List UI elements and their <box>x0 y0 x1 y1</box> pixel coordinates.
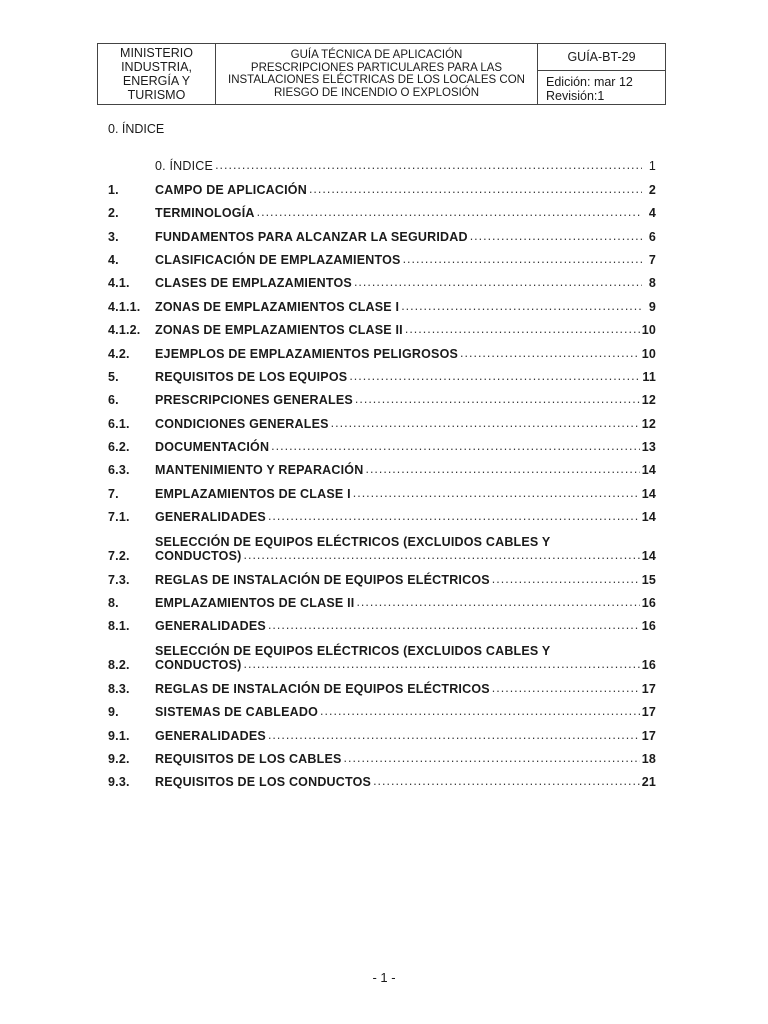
toc-entry-number: 2. <box>108 206 119 221</box>
toc-entry-title: CLASES DE EMPLAZAMIENTOS <box>155 276 352 291</box>
dot-leader <box>268 730 640 740</box>
toc-entry-number: 6.2. <box>108 440 130 455</box>
dot-leader <box>403 254 642 264</box>
toc-entry-page: 1 <box>648 159 656 174</box>
toc-entry-page: 17 <box>641 705 656 720</box>
toc-entry <box>108 150 656 173</box>
toc-entry-number: 9.3. <box>108 775 130 790</box>
toc-entry-title: ZONAS DE EMPLAZAMIENTOS CLASE II <box>155 323 403 338</box>
header-edition-block <box>538 71 665 103</box>
toc-entry-page: 16 <box>641 596 656 611</box>
dot-leader <box>354 277 642 287</box>
toc-entry-page: 7 <box>648 252 656 267</box>
header-org-line: INDUSTRIA, <box>121 60 192 74</box>
dot-leader <box>271 441 640 451</box>
dot-leader <box>268 511 640 521</box>
toc-entry-number: 1. <box>108 182 119 197</box>
toc-entry-title-line2: CONDUCTOS) <box>155 658 242 673</box>
toc-entry <box>108 173 656 196</box>
dot-leader <box>373 776 640 786</box>
toc-entry <box>108 337 656 360</box>
toc-entry-body <box>155 183 656 197</box>
dot-leader <box>405 324 640 334</box>
toc-entry-body <box>155 682 656 696</box>
toc-entry-title-line2: CONDUCTOS) <box>155 549 242 564</box>
dot-leader <box>215 160 642 170</box>
toc-entry-page: 8 <box>648 276 656 291</box>
toc-entry-page: 10 <box>641 346 656 361</box>
toc-entry-title: CLASIFICACIÓN DE EMPLAZAMIENTOS <box>155 252 401 267</box>
toc-entry-title: GENERALIDADES <box>155 510 266 525</box>
toc-entry-body <box>155 596 656 610</box>
toc-entry <box>108 290 656 313</box>
toc-entry-body <box>155 230 656 244</box>
toc-entry-number: 9.2. <box>108 751 130 766</box>
toc-entry-title: GENERALIDADES <box>155 728 266 743</box>
dot-leader <box>344 753 640 763</box>
toc-entry-body <box>155 347 656 361</box>
toc-entry-title: PRESCRIPCIONES GENERALES <box>155 393 353 408</box>
toc-entry-title: DOCUMENTACIÓN <box>155 440 270 455</box>
header-document-info <box>538 44 665 104</box>
header-title-line: GUÍA TÉCNICA DE APLICACIÓN <box>290 49 463 61</box>
toc-entry-title: EJEMPLOS DE EMPLAZAMIENTOS PELIGROSOS <box>155 346 459 361</box>
toc-entry <box>108 454 656 477</box>
toc-entry-title: REQUISITOS DE LOS EQUIPOS <box>155 369 348 384</box>
dot-leader <box>268 620 640 630</box>
toc-entry-number: 6.3. <box>108 463 130 478</box>
toc-entry-number: 8.2. <box>108 658 130 673</box>
toc-entry-title: SELECCIÓN DE EQUIPOS ELÉCTRICOS (EXCLUIDOS CABLES Y <box>155 644 551 659</box>
header-title-line: PRESCRIPCIONES PARTICULARES PARA LAS <box>250 61 503 74</box>
toc-entry-number: 7.3. <box>108 572 130 587</box>
header-revision: Revisión:1 <box>546 89 605 103</box>
toc-entry-body <box>155 417 656 431</box>
toc-entry-page: 14 <box>641 549 656 564</box>
toc-entry-title: CONDICIONES GENERALES <box>155 416 329 431</box>
toc-entry-page: 12 <box>641 393 656 408</box>
toc-entry-page: 18 <box>641 751 656 766</box>
header-guide-code: GUÍA-BT-29 <box>538 44 665 71</box>
toc-entry-number: 8.3. <box>108 681 130 696</box>
dot-leader <box>257 207 642 217</box>
toc-entry-body <box>155 253 656 267</box>
toc-entry-title: 0. ÍNDICE <box>155 159 214 174</box>
toc-entry-page: 11 <box>642 369 656 384</box>
toc-entry-title: REQUISITOS DE LOS CABLES <box>155 751 342 766</box>
toc-entry <box>108 407 656 430</box>
toc-entry-body <box>155 619 656 633</box>
toc-entry-body <box>155 535 656 563</box>
toc-entry-number: 3. <box>108 229 119 244</box>
toc-entry-body <box>155 775 656 789</box>
toc-entry-page: 4 <box>648 206 656 221</box>
toc-entry <box>108 477 656 500</box>
toc-entry-body <box>155 276 656 290</box>
toc-entry-body <box>155 752 656 766</box>
toc-entry-page: 16 <box>641 619 656 634</box>
dot-leader <box>244 659 640 669</box>
toc-entry <box>108 384 656 407</box>
dot-leader <box>460 348 640 358</box>
toc-entry <box>108 501 656 524</box>
header-title-line: INSTALACIONES ELÉCTRICAS DE LOS LOCALES CON <box>228 74 525 86</box>
toc-entry-body <box>155 393 656 407</box>
dot-leader <box>365 464 639 474</box>
toc-entry-title: EMPLAZAMIENTOS DE CLASE I <box>155 486 351 501</box>
toc-entry <box>108 314 656 337</box>
toc-entry-page: 14 <box>641 463 656 478</box>
toc-entry <box>108 696 656 719</box>
toc-entry-page: 10 <box>641 323 656 338</box>
header-organization <box>98 44 216 104</box>
toc-entry <box>108 524 656 563</box>
toc-entry <box>108 431 656 454</box>
toc-entry-body <box>155 323 656 337</box>
toc-entry-number: 8.1. <box>108 619 130 634</box>
dot-leader <box>244 550 640 560</box>
dot-leader <box>356 597 639 607</box>
toc-entry-title: SISTEMAS DE CABLEADO <box>155 705 319 720</box>
toc-entry-title: REGLAS DE INSTALACIÓN DE EQUIPOS ELÉCTRICOS <box>155 572 490 587</box>
table-of-contents <box>108 150 656 789</box>
toc-entry-title: SELECCIÓN DE EQUIPOS ELÉCTRICOS (EXCLUIDOS CABLES Y <box>155 535 551 550</box>
toc-entry-number: 7.2. <box>108 549 130 564</box>
toc-entry-page: 15 <box>641 572 656 587</box>
toc-entry-body <box>155 729 656 743</box>
toc-entry <box>108 267 656 290</box>
header-org-line: ENERGÍA Y <box>122 74 191 88</box>
toc-entry-page: 21 <box>641 775 656 790</box>
toc-entry-page: 2 <box>648 182 656 197</box>
toc-entry <box>108 220 656 243</box>
toc-entry <box>108 197 656 220</box>
toc-entry-title-continuation <box>155 658 656 672</box>
toc-entry-number: 6. <box>108 393 119 408</box>
toc-entry <box>108 743 656 766</box>
toc-entry-page: 12 <box>641 416 656 431</box>
toc-entry-body <box>155 206 656 220</box>
toc-entry-title: REQUISITOS DE LOS CONDUCTOS <box>155 775 372 790</box>
toc-entry-number: 9. <box>108 705 119 720</box>
dot-leader <box>355 394 640 404</box>
toc-entry-body <box>155 705 656 719</box>
toc-entry-body <box>155 510 656 524</box>
toc-entry-title: ZONAS DE EMPLAZAMIENTOS CLASE I <box>155 299 400 314</box>
dot-leader <box>492 683 640 693</box>
toc-entry-number: 9.1. <box>108 728 130 743</box>
toc-entry <box>108 672 656 695</box>
header-title-line: RIESGO DE INCENDIO O EXPLOSIÓN <box>273 86 480 99</box>
dot-leader <box>349 371 640 381</box>
section-title: 0. ÍNDICE <box>108 122 165 136</box>
toc-entry-page: 9 <box>648 299 656 314</box>
toc-entry-body <box>155 159 656 173</box>
toc-entry-number: 4.1.1. <box>108 299 141 314</box>
toc-entry-number: 4.1.2. <box>108 323 141 338</box>
toc-entry <box>108 361 656 384</box>
toc-entry-number: 6.1. <box>108 416 130 431</box>
dot-leader <box>320 706 640 716</box>
toc-entry-number: 4.1. <box>108 276 130 291</box>
toc-entry-body <box>155 370 656 384</box>
toc-entry-number: 5. <box>108 369 119 384</box>
header-org-line: TURISMO <box>127 88 186 102</box>
toc-entry-body <box>155 644 656 672</box>
toc-entry-number: 8. <box>108 596 119 611</box>
toc-entry-page: 13 <box>641 440 656 455</box>
toc-entry <box>108 719 656 742</box>
toc-entry-body <box>155 300 656 314</box>
toc-entry-title: GENERALIDADES <box>155 619 266 634</box>
toc-entry-title: EMPLAZAMIENTOS DE CLASE II <box>155 596 355 611</box>
toc-entry-page: 14 <box>641 510 656 525</box>
toc-entry-page: 6 <box>648 229 656 244</box>
toc-entry-title: FUNDAMENTOS PARA ALCANZAR LA SEGURIDAD <box>155 229 468 244</box>
toc-entry-body <box>155 573 656 587</box>
dot-leader <box>470 231 642 241</box>
page-number: - 1 - <box>372 970 396 985</box>
toc-entry-body <box>155 463 656 477</box>
toc-entry-page: 17 <box>641 681 656 696</box>
toc-entry-number: 7.1. <box>108 510 130 525</box>
toc-entry <box>108 610 656 633</box>
dot-leader <box>492 574 640 584</box>
toc-entry-body <box>155 440 656 454</box>
toc-entry-title: CAMPO DE APLICACIÓN <box>155 182 307 197</box>
toc-entry-body <box>155 487 656 501</box>
toc-entry-title: MANTENIMIENTO Y REPARACIÓN <box>155 463 364 478</box>
document-header <box>97 43 666 105</box>
toc-entry <box>108 633 656 672</box>
toc-entry-title-continuation <box>155 549 656 563</box>
toc-entry-page: 17 <box>641 728 656 743</box>
dot-leader <box>353 488 640 498</box>
dot-leader <box>401 301 642 311</box>
toc-entry-number: 7. <box>108 486 119 501</box>
toc-entry-page: 14 <box>641 486 656 501</box>
toc-entry <box>108 587 656 610</box>
toc-entry <box>108 766 656 789</box>
toc-entry <box>108 244 656 267</box>
header-org-line: MINISTERIO <box>120 46 193 60</box>
toc-entry <box>108 563 656 586</box>
toc-entry-title: REGLAS DE INSTALACIÓN DE EQUIPOS ELÉCTRICOS <box>155 681 490 696</box>
header-document-title <box>216 44 538 104</box>
toc-entry-number: 4. <box>108 252 119 267</box>
dot-leader <box>309 184 642 194</box>
toc-entry-title: TERMINOLOGÍA <box>155 206 255 221</box>
header-edition: Edición: mar 12 <box>546 75 633 89</box>
dot-leader <box>331 418 640 428</box>
toc-entry-number: 4.2. <box>108 346 130 361</box>
toc-entry-page: 16 <box>641 658 656 673</box>
